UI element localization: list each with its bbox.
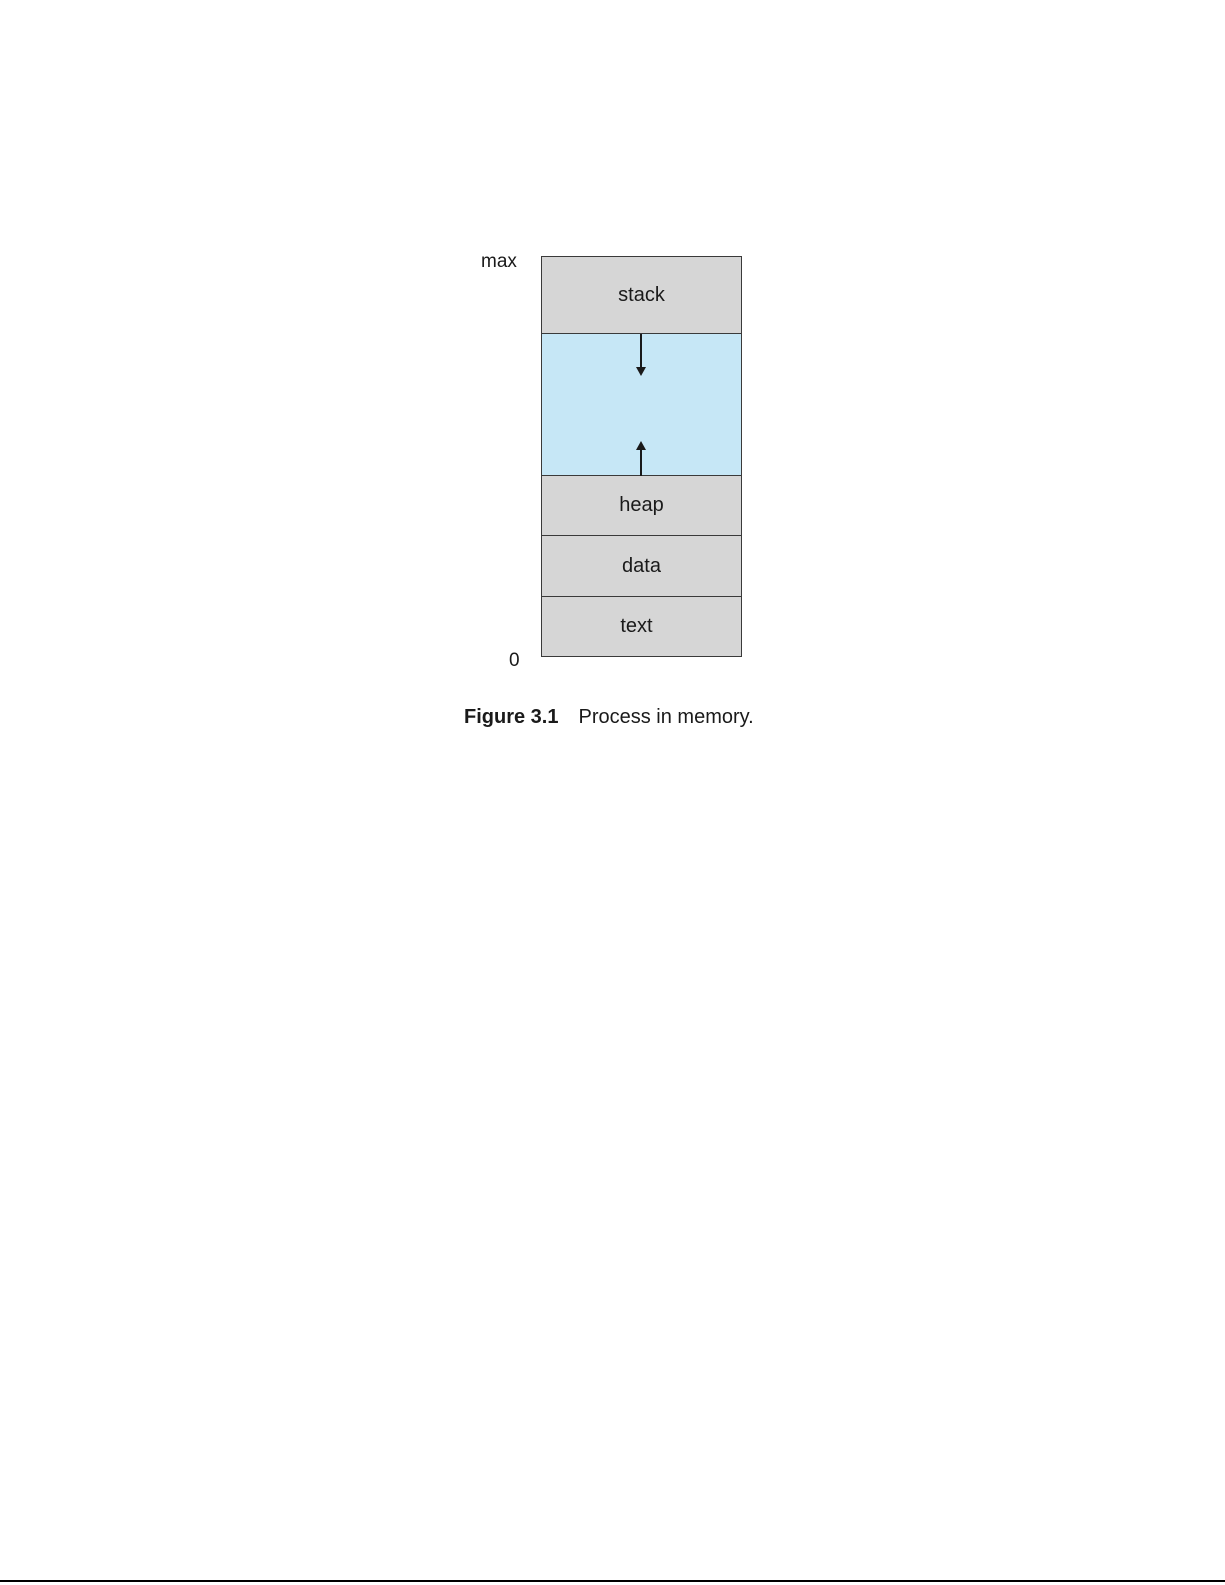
bottom-border-line xyxy=(0,1580,1225,1582)
stack-segment xyxy=(542,257,741,334)
heap-label: heap xyxy=(619,494,664,516)
data-segment xyxy=(542,536,741,597)
figure-caption xyxy=(464,706,754,729)
memory-layout-block xyxy=(541,256,742,657)
figure-number: Figure 3.1 xyxy=(464,706,559,728)
stack-label: stack xyxy=(618,283,665,306)
heap-segment xyxy=(542,476,741,536)
process-memory-figure xyxy=(0,0,1225,760)
heap-growth-up-arrow xyxy=(636,441,646,476)
figure-caption-text: Process in memory. xyxy=(578,706,754,728)
data-label: data xyxy=(622,554,661,577)
growth-arrows xyxy=(542,334,742,476)
address-zero-label: 0 xyxy=(509,650,520,671)
text-segment xyxy=(542,597,741,656)
free-space-segment xyxy=(542,334,741,476)
stack-growth-down-arrow xyxy=(636,334,646,376)
text-label: text xyxy=(620,615,653,637)
address-max-label: max xyxy=(481,251,517,272)
